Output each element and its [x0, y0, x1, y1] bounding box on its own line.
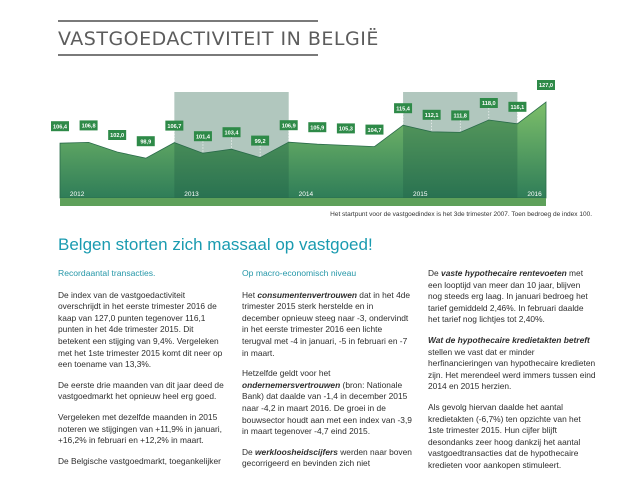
value-label-5: 101,4: [195, 134, 210, 141]
year-label-2015: 2015: [412, 191, 428, 198]
text-run: met een looptijd van meer dan 10 jaar, blijven nog steeds erg laag. In januari bedroeg het tarief gemiddeld 2,46%. In februari daalde het tarief nog lichtjes tot 2,40%.: [428, 268, 588, 325]
year-band-1: [403, 92, 517, 198]
text-run: (bron: Nationale Bank) dat daalde van -1,4 in december 2015 naar -4,2 in maart 2016. De groei in de bouwsector houdt aan met een index van -3,9 in maart tegenover -4,7 eind 2015.: [242, 379, 412, 437]
emphasis-mortgage-deeds: Wat de hypothecaire kredietakten betreft: [428, 334, 590, 345]
value-label-12: 115,4: [396, 106, 410, 113]
column-1-paragraph-3: Vergeleken met dezelfde maanden in 2015 noteren we stijgingen van +11,9% in januari, +16,2% in februari en +12,2% in maart.: [58, 411, 222, 446]
year-label-2016: 2016: [527, 191, 542, 198]
article-headline: Belgen storten zich massaal op vastgoed!: [58, 235, 373, 254]
value-label-9: 105,9: [310, 125, 325, 132]
value-label-0: 106,4: [53, 124, 67, 131]
text-run: Het: [242, 289, 258, 300]
column-3-paragraph-1: [428, 268, 596, 326]
emphasis-unemployment: werkloosheidscijfers: [255, 446, 338, 457]
value-label-1: 106,8: [81, 123, 96, 130]
column-3-paragraph-2: [428, 335, 596, 393]
column-1-paragraph-1: De index van de vastgoedactiviteit overschrijdt in het eerste trimester 2016 de kaap van 127,0 punten tegenover 116,1 punten in het 4de trimester 2015. Dit betekent een stijging van 9,4%. Vergeleken met het 1ste trimester 2015 komt dit neer op een toename van 13,3%.: [58, 289, 223, 370]
x-axis-bar: [60, 198, 546, 206]
year-label-2012: 2012: [69, 191, 85, 198]
value-label-8: 106,9: [281, 123, 296, 130]
article-column-1: [58, 268, 226, 476]
year-band-0: [174, 92, 288, 198]
column-2-paragraph-3: [242, 447, 412, 470]
column-2-paragraph-1: [242, 290, 412, 360]
text-run: dat in het 4de trimester 2015 sterk herstelde en in december opnieuw steeg naar -3, ondervindt in het eerste trimester 2016 een lichte terugval met -4 in januari, -5 in februari en -7 in maart.: [242, 289, 411, 358]
value-label-3: 98,9: [140, 139, 152, 146]
text-run: Hetzelfde geldt voor het: [242, 368, 331, 379]
value-label-2: 102,0: [110, 133, 125, 140]
value-label-6: 103,4: [224, 130, 239, 137]
article-column-2: [242, 268, 412, 479]
year-label-2013: 2013: [184, 191, 199, 198]
text-run: stellen we vast dat er minder herfinancieringen van hypothecaire kredieten zijn. Het merendeel werd immers tussen eind 2014 en 2015 herzien.: [428, 346, 596, 392]
value-label-16: 116,1: [510, 105, 525, 111]
column-1-subhead: Recordaantal transacties.: [58, 268, 156, 278]
value-label-10: 105,3: [338, 126, 353, 133]
value-label-4: 106,7: [167, 123, 182, 130]
value-label-13: 112,1: [424, 113, 439, 119]
text-run: werden naar boven gecorrigeerd en bevinden zich niet: [242, 446, 412, 469]
emphasis-mortgage-rates: vaste hypothecaire rentevoeten: [441, 268, 567, 278]
activity-index-chart: [0, 78, 640, 208]
title-block: [58, 20, 379, 56]
text-run: De: [242, 446, 256, 457]
title-bottom-rule: [58, 54, 318, 56]
column-2-subhead: Op macro-economisch niveau: [242, 268, 357, 278]
chart-footnote: Het startpunt voor de vastgoedindex is het 3de trimester 2007. Toen bedroeg de index 100.: [330, 211, 592, 218]
page-title: VASTGOEDACTIVITEIT IN BELGIË: [58, 28, 379, 50]
column-1-paragraph-4: De Belgische vastgoedmarkt, toegankelijker: [58, 455, 221, 466]
value-label-17: 127,0: [539, 83, 553, 90]
value-label-7: 99,2: [254, 138, 266, 145]
column-2-paragraph-2: [242, 368, 412, 438]
value-label-11: 104,7: [367, 127, 382, 134]
emphasis-business-confidence: ondernemersvertrouwen: [242, 379, 341, 390]
column-1-paragraph-2: De eerste drie maanden van dit jaar deed de vastgoedmarkt het opnieuw heel erg goed.: [58, 379, 224, 402]
column-3-paragraph-3: Als gevolg hiervan daalde het aantal kredietakten (-6,7%) ten opzichte van het 1ste trimester 2015. Hun cijfer blijft desondanks zeer hoog dankzij het aantal vastgoedtransacties dat de hypothecaire kredieten voor aankopen stimuleert.: [428, 401, 581, 470]
text-run: De: [428, 268, 442, 278]
value-label-15: 118,0: [481, 101, 496, 108]
article-column-3: [428, 268, 596, 480]
value-label-14: 111,8: [453, 113, 467, 120]
emphasis-consumer-confidence: consumentenvertrouwen: [257, 289, 357, 300]
year-label-2014: 2014: [298, 191, 314, 198]
